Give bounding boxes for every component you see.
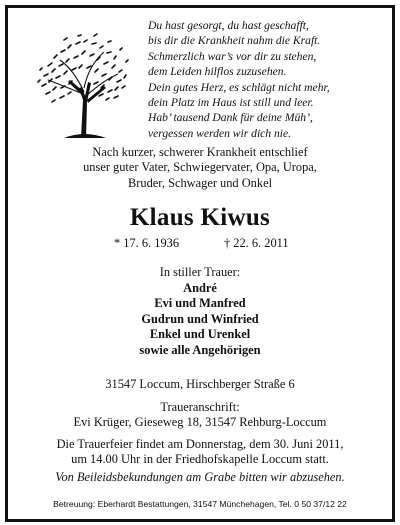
residence-address: 31547 Loccum, Hirschberger Straße 6 xyxy=(105,377,295,391)
intro-line: Bruder, Schwager und Onkel xyxy=(127,175,273,190)
poem-line: dein Platz im Haus ist still und leer. xyxy=(148,95,314,109)
mourning-address-label: Traueranschrift: xyxy=(160,400,240,414)
death-date: † 22. 6. 2011 xyxy=(224,236,289,250)
poem-line: bis dir die Krankheit nahm die Kraft. xyxy=(148,34,321,48)
family-member: Evi und Manfred xyxy=(154,296,246,311)
poem-block xyxy=(148,18,388,141)
family-member: Gudrun und Winfried xyxy=(141,311,259,326)
intro-line: Nach kurzer, schwerer Krankheit entschlief xyxy=(92,145,308,159)
intro-text xyxy=(8,145,392,191)
undertaker-footer: Betreuung: Eberhardt Bestattungen, 31547 Münchehagen, Tel. 0 50 37/12 22 xyxy=(53,499,347,509)
family-member: Enkel und Urenkel xyxy=(149,327,251,342)
poem-line: Du hast gesorgt, du hast geschafft, xyxy=(148,19,309,32)
family-list xyxy=(8,281,392,358)
birth-date: * 17. 6. 1936 xyxy=(114,236,180,250)
mourning-address-block xyxy=(8,400,392,431)
obituary-card xyxy=(5,5,395,522)
poem-line: Schmerzlich war’s vor dir zu stehen, xyxy=(148,49,317,63)
poem-line: dem Leiden hilflos zuzusehen. xyxy=(148,65,287,79)
poem-line: vergessen werden wir dich nie. xyxy=(148,126,292,140)
poem-line: Dein gutes Herz, es schlägt nicht mehr, xyxy=(148,80,330,94)
mourning-heading: In stiller Trauer: xyxy=(159,265,241,279)
poem-line: Hab’ tausend Dank für deine Müh’, xyxy=(148,111,313,125)
deceased-name: Klaus Kiwus xyxy=(129,204,271,231)
mourning-address: Evi Krüger, Gieseweg 18, 31547 Rehburg-Loccum xyxy=(73,415,327,430)
funeral-line: Die Trauerfeier findet am Donnerstag, dem 30. Juni 2011, xyxy=(56,437,344,451)
family-member: sowie alle Angehörigen xyxy=(139,342,261,357)
funeral-line: um 14.00 Uhr in der Friedhofskapelle Loccum statt. xyxy=(71,452,329,467)
condolence-note: Von Beileidsbekundungen am Grabe bitten wir abzusehen. xyxy=(55,470,345,484)
intro-line: unser guter Vater, Schwiegervater, Opa, Uropa, xyxy=(83,160,317,175)
tree-icon xyxy=(34,30,134,140)
funeral-info xyxy=(8,437,392,468)
family-member: André xyxy=(183,281,217,295)
